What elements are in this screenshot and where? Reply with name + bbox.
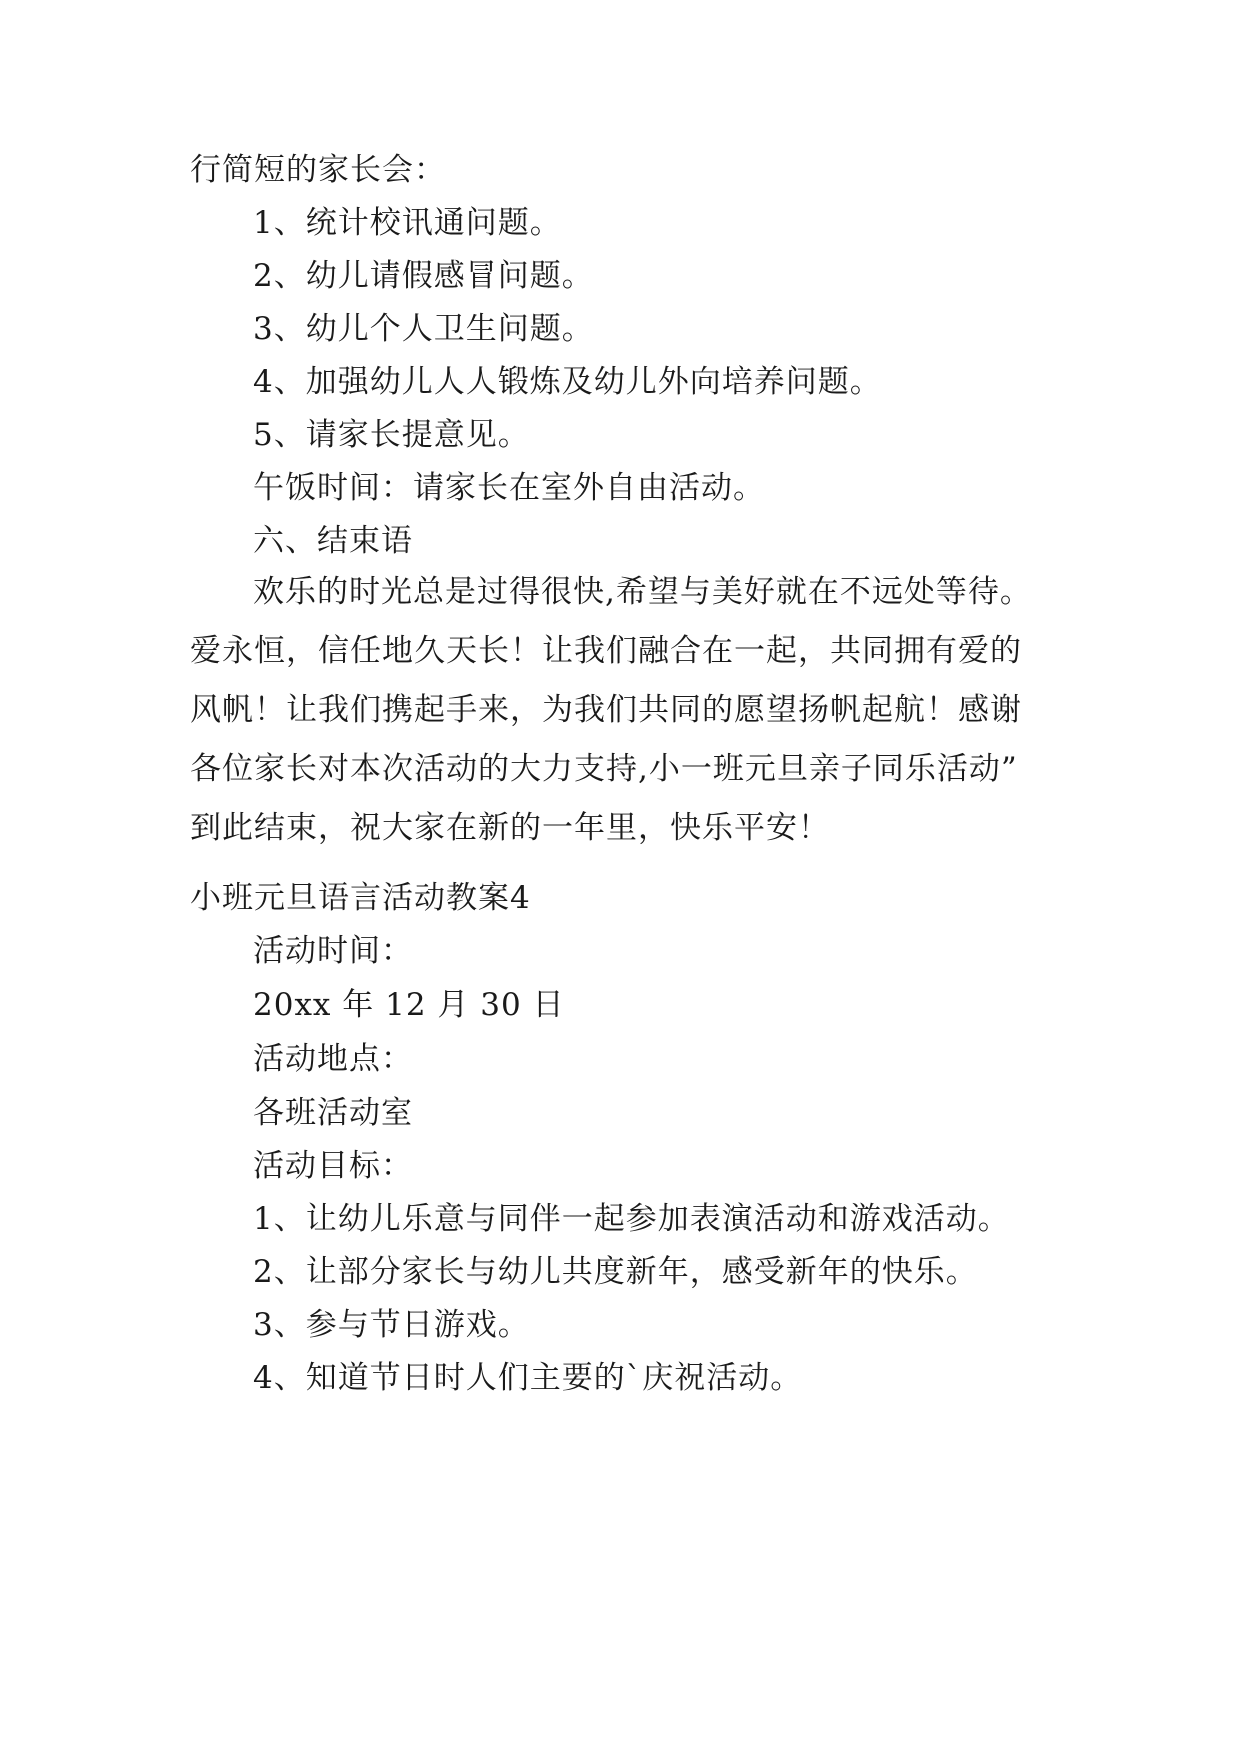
meeting-item-2: 2、幼儿请假感冒问题。 — [253, 258, 594, 294]
meeting-item-5: 5、请家长提意见。 — [253, 417, 530, 453]
closing-line-4: 各位家长对本次活动的大力支持,小一班元旦亲子同乐活动” — [190, 751, 1018, 787]
goal-item-2: 2、让部分家长与幼儿共度新年，感受新年的快乐。 — [253, 1254, 978, 1290]
section-title: 小班元旦语言活动教案4 — [190, 880, 531, 916]
activity-goals-label: 活动目标： — [253, 1148, 413, 1184]
meeting-intro: 行简短的家长会： — [190, 152, 446, 188]
closing-paragraph — [190, 563, 1052, 858]
goal-item-3: 3、参与节日游戏。 — [253, 1307, 530, 1343]
closing-heading: 六、结束语 — [253, 523, 413, 559]
activity-time-value: 20xx 年 12 月 30 日 — [253, 987, 565, 1023]
activity-place-label: 活动地点： — [253, 1041, 413, 1077]
meeting-item-1: 1、统计校讯通问题。 — [253, 205, 562, 241]
closing-line-5: 到此结束，祝大家在新的一年里，快乐平安！ — [190, 810, 830, 846]
meeting-item-4: 4、加强幼儿人人锻炼及幼儿外向培养问题。 — [253, 364, 882, 400]
meeting-item-3: 3、幼儿个人卫生问题。 — [253, 311, 594, 347]
closing-line-1: 欢乐的时光总是过得很快,希望与美好就在不远处等待。 — [253, 574, 1032, 610]
closing-line-2: 爱永恒，信任地久天长！让我们融合在一起，共同拥有爱的 — [190, 633, 1022, 669]
lunch-time-note: 午饭时间：请家长在室外自由活动。 — [253, 470, 765, 506]
activity-place-value: 各班活动室 — [253, 1095, 413, 1131]
closing-line-3: 风帆！让我们携起手来，为我们共同的愿望扬帆起航！感谢 — [190, 692, 1022, 728]
activity-time-label: 活动时间： — [253, 933, 413, 969]
goal-item-1: 1、让幼儿乐意与同伴一起参加表演活动和游戏活动。 — [253, 1201, 1010, 1237]
goal-item-4: 4、知道节日时人们主要的`庆祝活动。 — [253, 1360, 803, 1396]
